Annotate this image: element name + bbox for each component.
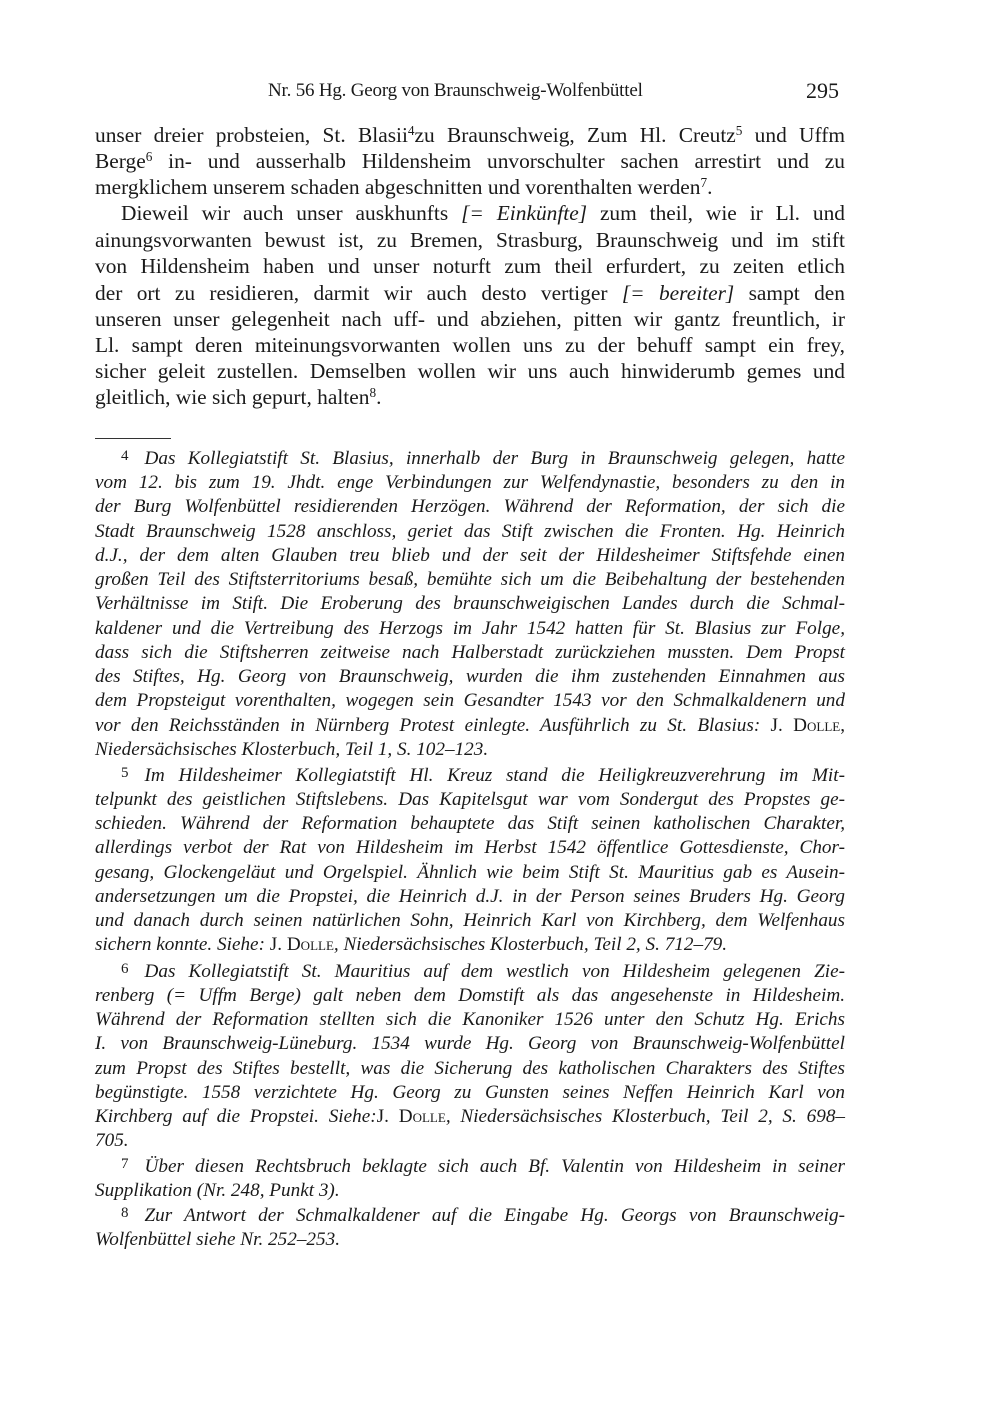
body-line: unser dreier probsteien, St. Blasii$^4$zu Braunschweig, Zum Hl. Creutz$^5$ und Uffm: [95, 123, 845, 147]
footnote-ref[interactable]: 5: [735, 123, 743, 139]
body-line: Dieweil wir auch unser auskhunfts [= Einkünfte] zum theil, wie ir Ll. und: [121, 201, 845, 225]
footnote-line: großen Teil des Stiftsterritoriums besaß, bemühte sich um die Beibehaltung der bestehenden: [95, 569, 845, 590]
footnote-line: Verhältnisse im Stift. Die Eroberung des braunschweigischen Landes durch die Schmal-: [95, 593, 845, 614]
running-header: Nr. 56 Hg. Georg von Braunschweig-Wolfenbüttel: [268, 80, 643, 101]
author-name: Dolle: [286, 934, 334, 955]
author-name: Dolle: [793, 715, 841, 736]
footnote-line: gesang, Glockengeläut und Orgelspiel. Ähnlich wie beim Stift St. Mauritius gab es Ausein-: [95, 862, 845, 883]
footnote-line: schieden. Während der Reformation behauptete das Stift seinen katholischen Charakter,: [95, 813, 845, 834]
footnote-line: begünstigte. 1558 verzichtete Hg. Georg zu Gunsten seines Neffen Heinrich Karl von: [95, 1082, 845, 1103]
footnote-line: allerdings verbot der Rat von Hildesheim im Herbst 1542 öffentlice Gottesdienste, Chor-: [95, 837, 845, 858]
footnote-line: d.J., der dem alten Glauben treu blieb und der seit der Hildesheimer Stiftsfehde einen: [95, 545, 845, 566]
page-number: 295: [806, 78, 839, 103]
footnote-line: dass sich die Stiftsherren zeitweise nach Halberstadt zurückziehen mussten. Dem Propst: [95, 642, 845, 663]
footnote-8: $^8$ Zur Antwort der Schmalkaldener auf die Eingabe Hg. Georgs von Braunschweig-: [121, 1205, 845, 1226]
footnote-line: des Stiftes, Hg. Georg von Braunschweig, wurden die ihm zustehenden Einnahmen aus: [95, 666, 845, 687]
body-line: mergklichem unserem schaden abgeschnitten und vorenthalten werden$^7$.: [95, 175, 713, 199]
body-line: Ll. sampt deren miteinungsvorwanten wollen uns zu der behuff sampt ein frey,: [95, 333, 845, 357]
footnote-line: kaldener und die Vertreibung des Herzogs im Jahr 1542 hatten für St. Blasius zur Folge,: [95, 618, 845, 639]
footnote-number: 6: [121, 961, 129, 977]
footnote-line: vor den Reichsständen in Nürnberg Protest einlegte. Ausführlich zu St. Blasius: J. Dolle,: [95, 715, 846, 736]
body-line: von Hildensheim haben und unser noturft zum theil erfurdert, zu zeiten etlich: [95, 254, 845, 278]
footnote-7: $^7$ Über diesen Rechtsbruch beklagte sich auch Bf. Valentin von Hildesheim in seiner: [121, 1156, 845, 1177]
footnote-line: Wolfenbüttel siehe Nr. 252–253.: [95, 1229, 340, 1250]
body-line: Berge$^6$ in- und ausserhalb Hildensheim unvorschulter sachen arrestirt und zu: [95, 149, 845, 173]
body-line: gleitlich, wie sich gepurt, halten$^8$.: [95, 385, 382, 409]
footnote-line: zum Propst des Stiftes bestellt, was die Sicherung des katholischen Charakters des Stiftes: [95, 1058, 845, 1079]
footnote-line: I. von Braunschweig-Lüneburg. 1534 wurde Hg. Georg von Braunschweig-Wolfenbüttel: [95, 1033, 845, 1054]
footnote-5: $^5$ Im Hildesheimer Kollegiatstift Hl. Kreuz stand die Heiligkreuzverehrung im Mit-: [121, 765, 845, 786]
footnote-line: telpunkt des geistlichen Stiftslebens. Das Kapitelsgut war vom Sondergut des Propstes ge-: [95, 789, 845, 810]
footnote-line: Während der Reformation stellten sich die Kanoniker 1526 unter den Schutz Hg. Erichs: [95, 1009, 845, 1030]
footnote-line: dem Propsteigut vorenthalten, wogegen sein Gesandter 1543 vor den Schmalkaldenern und: [95, 690, 845, 711]
body-line: ainungsvorwanten bewust ist, zu Bremen, Strasburg, Braunschweig und im stift: [95, 228, 845, 252]
footnote-ref[interactable]: 6: [145, 149, 153, 165]
footnote-line: und danach durch seinen natürlichen Sohn, Heinrich Karl von Kirchberg, dem Welfenhaus: [95, 910, 845, 931]
footnote-line: der Burg Wolfenbüttel residierenden Herzögen. Während der Reformation, der sich die: [95, 496, 845, 517]
footnote-6: $^6$ Das Kollegiatstift St. Mauritius auf dem westlich von Hildesheim gelegenen Zie-: [121, 961, 845, 982]
body-line: unseren unser gelegenheit nach uff- und abziehen, pitten wir gantz freuntlich, ir: [95, 307, 845, 331]
footnote-line: Niedersächsisches Klosterbuch, Teil 1, S. 102–123.: [95, 739, 489, 760]
footnote-line: 705.: [95, 1130, 129, 1151]
body-line: der ort zu residieren, darmit wir auch desto vertiger [= bereiter] sampt den: [95, 281, 845, 305]
footnote-4: $^4$ Das Kollegiatstift St. Blasius, innerhalb der Burg in Braunschweig gelegen, hatte: [121, 448, 845, 469]
editorial-gloss: [= Einkünfte]: [461, 201, 588, 225]
footnote-line: andersetzungen um die Propstei, die Heinrich d.J. in der Person seines Bruders Hg. Georg: [95, 886, 845, 907]
footnote-line: renberg (= Uffm Berge) galt neben dem Domstift als das angesehenste in Hildesheim.: [95, 985, 845, 1006]
footnote-ref[interactable]: 4: [407, 123, 415, 139]
body-line: sicher geleit zustellen. Demselben wollen wir uns auch hinwiderumb gemes und: [95, 359, 845, 383]
author-name: Dolle: [398, 1106, 446, 1127]
footnote-line: Supplikation (Nr. 248, Punkt 3).: [95, 1180, 340, 1201]
footnote-line: vom 12. bis zum 19. Jhdt. enge Verbindungen zur Welfendynastie, besonders zu den in: [95, 472, 845, 493]
editorial-gloss: [= bereiter]: [621, 281, 735, 305]
footnote-number: 4: [121, 448, 129, 464]
footnote-line: Kirchberg auf die Propstei. Siehe:J. Dolle, Niedersächsisches Klosterbuch, Teil 2, S. 698–: [95, 1106, 846, 1127]
footnote-ref[interactable]: 7: [700, 175, 708, 191]
footnote-separator: [95, 438, 171, 439]
footnote-number: 8: [121, 1205, 129, 1221]
footnote-number: 5: [121, 765, 129, 781]
footnote-number: 7: [121, 1156, 129, 1172]
footnote-line: Stadt Braunschweig 1528 anschloss, geriet das Stift zwischen die Fronten. Hg. Heinrich: [95, 521, 845, 542]
footnote-line: sichern konnte. Siehe: J. Dolle, Niedersächsisches Klosterbuch, Teil 2, S. 712–79.: [95, 934, 728, 955]
footnote-ref[interactable]: 8: [369, 385, 377, 401]
